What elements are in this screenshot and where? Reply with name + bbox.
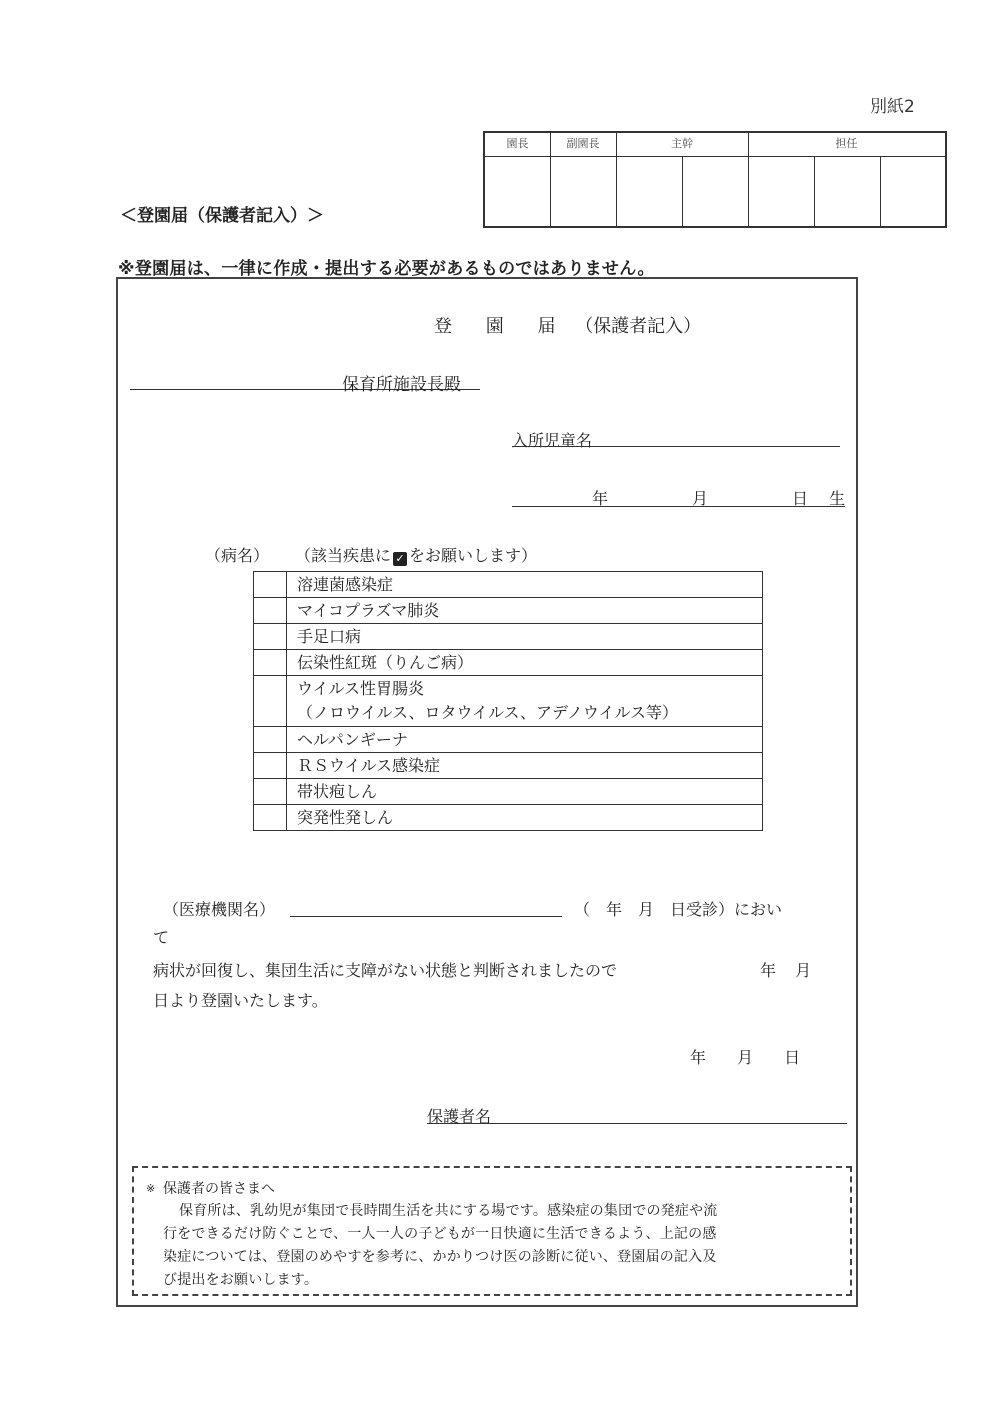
- illness-instruction-post: をお願いします）: [409, 546, 538, 565]
- form-title: [434, 312, 701, 338]
- disease-name-line2: （ノロウイルス、ロタウイルス、アデノウイルス等）: [297, 703, 678, 722]
- note-mark: ※: [146, 1182, 156, 1195]
- disease-name: マイコプラズマ肺炎: [287, 598, 763, 624]
- form-title-main: 登 園 届: [434, 316, 570, 337]
- disease-row: [254, 572, 763, 598]
- birth-day-label: 日 生: [792, 489, 846, 508]
- stamp-header-principal: 園長: [506, 137, 529, 150]
- disease-row: [254, 624, 763, 650]
- recovery-statement-line2: 日より登園いたします。: [153, 991, 328, 1010]
- disease-checkbox[interactable]: [254, 598, 287, 624]
- disease-row: [254, 598, 763, 624]
- stamp-header-teacher: 担任: [835, 137, 858, 150]
- stamp-header-vice-principal: 副園長: [566, 137, 600, 150]
- note-line: び提出をお願いします。: [163, 1272, 319, 1288]
- disease-checkbox[interactable]: [254, 805, 287, 831]
- disease-row: [254, 650, 763, 676]
- disease-checklist: [253, 571, 763, 831]
- disease-name: 突発性発しん: [287, 805, 763, 831]
- disease-row: [254, 753, 763, 779]
- note-line: 保育所は、乳幼児が集団で長時間生活を共にする場です。感染症の集団での発症や流: [179, 1203, 718, 1219]
- recovery-statement-line1: 病状が回復し、集団生活に支障がない状態と判断されましたので: [153, 961, 618, 980]
- disease-row: [254, 676, 763, 727]
- disease-checkbox[interactable]: [254, 572, 287, 598]
- disease-name: [287, 676, 763, 727]
- disease-checkbox[interactable]: [254, 727, 287, 753]
- child-name-label: 入所児童名: [512, 431, 593, 450]
- guardian-name-label: 保護者名: [427, 1107, 492, 1126]
- checkbox-checked-icon: ✓: [393, 552, 407, 566]
- illness-instruction: [295, 543, 537, 566]
- disease-name: 手足口病: [287, 624, 763, 650]
- child-name-field[interactable]: [512, 446, 840, 447]
- birth-month-label: 月: [692, 489, 709, 508]
- disease-name: ＲＳウイルス感染症: [287, 753, 763, 779]
- stamp-divider: [814, 156, 815, 226]
- guardian-name-field[interactable]: [427, 1123, 847, 1124]
- disease-name: 溶連菌感染症: [287, 572, 763, 598]
- document-heading: ＜登園届（保護者記入）＞: [120, 206, 324, 226]
- note-line: 行をできるだけ防ぐことで、一人一人の子どもが一日快適に生活できるよう、上記の感: [163, 1226, 717, 1242]
- birth-date-field[interactable]: [512, 506, 845, 507]
- recovery-year-month: 年 月: [760, 961, 812, 980]
- illness-instruction-pre: （該当疾患に: [295, 546, 392, 565]
- stamp-header-divider: [485, 156, 945, 157]
- disease-row: [254, 805, 763, 831]
- notice-text: ※登園届は、一律に作成・提出する必要があるものではありません。: [118, 259, 655, 279]
- disease-name-line1: ウイルス性胃腸炎: [297, 679, 425, 698]
- disease-name: ヘルパンギーナ: [287, 727, 763, 753]
- disease-checkbox[interactable]: [254, 676, 287, 727]
- note-title: 保護者の皆さまへ: [163, 1181, 275, 1197]
- disease-checkbox[interactable]: [254, 753, 287, 779]
- signature-date: 年 月 日: [690, 1048, 801, 1067]
- stamp-divider: [880, 156, 881, 226]
- disease-checkbox[interactable]: [254, 779, 287, 805]
- medical-institution-label: （医療機関名）: [163, 900, 276, 919]
- approval-stamp-table: [483, 131, 947, 228]
- disease-row: [254, 779, 763, 805]
- illness-label: （病名）: [205, 546, 270, 565]
- visit-text-continuation: て: [153, 928, 170, 947]
- stamp-header-chief: 主幹: [671, 137, 693, 150]
- medical-institution-field[interactable]: [290, 916, 562, 917]
- annex-label: 別紙2: [870, 97, 915, 117]
- form-title-sub: （保護者記入）: [575, 316, 702, 337]
- disease-checkbox[interactable]: [254, 650, 287, 676]
- visit-date-text: （ 年 月 日受診）におい: [574, 900, 783, 919]
- stamp-divider: [682, 156, 683, 226]
- disease-name: 伝染性紅斑（りんご病）: [287, 650, 763, 676]
- disease-checkbox[interactable]: [254, 624, 287, 650]
- note-body: [163, 1200, 843, 1292]
- addressee: 保育所施設長殿: [342, 375, 461, 395]
- disease-row: [254, 727, 763, 753]
- disease-name: 帯状疱しん: [287, 779, 763, 805]
- birth-year-label: 年: [592, 489, 609, 508]
- note-line: 染症については、登園のめやすを参考に、かかりつけ医の診断に従い、登園届の記入及: [163, 1249, 717, 1265]
